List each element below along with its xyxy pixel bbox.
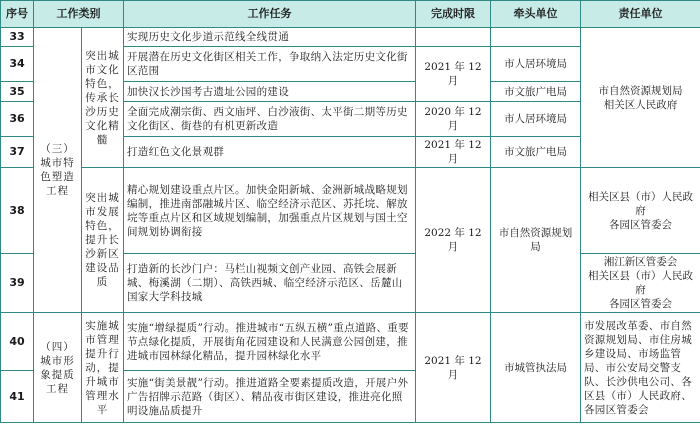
table-row — [1, 313, 700, 371]
row-number: 34 — [1, 47, 34, 82]
row-number: 38 — [1, 168, 34, 254]
row-number: 39 — [1, 254, 34, 313]
row-number: 37 — [1, 137, 34, 168]
resp-cell: 市发展改革委、市自然资源规划局、市住房城乡建设局、市场监管局、市公安局交警支队、长沙供电公司、各区县（市）人民政府、各园区管委会 — [581, 313, 700, 423]
subcategory-cell: 实施城市管理提升行动，提升城市管理水平 — [82, 313, 124, 423]
deadline-cell: 2021 年 12 月 — [416, 47, 491, 102]
header-seq: 序号 — [1, 1, 34, 28]
header-lead: 牵头单位 — [491, 1, 581, 28]
deadline-cell: 2021 年 12 月 — [416, 313, 491, 423]
deadline-cell: 2020 年 12 月 — [416, 102, 491, 137]
task-cell: 实施“街美景靓”行动。推进道路全要素提质改造，开展户外广告招牌示范路（街区）、精品夜市街区建设，推进亮化照明设施品质提升 — [124, 371, 416, 423]
header-type: 工作类别 — [34, 1, 124, 28]
resp-cell: 湘江新区管委会 相关区县（市）人民政府 各园区管委会 — [581, 254, 700, 313]
task-cell: 实现历史文化步道示范线全线贯通 — [124, 28, 416, 47]
header-task: 工作任务 — [124, 1, 416, 28]
lead-cell: 市城管执法局 — [491, 313, 581, 423]
category-cell: （三）城市特色塑造工程 — [34, 28, 82, 313]
task-cell: 精心规划建设重点片区。加快金阳新城、金洲新城战略规划编制，推进南部融城片区、临空经济示范区、苏托垸、解放垸等重点片区和区域规划编制，加强重点片区规划与国土空间规划协调衔接 — [124, 168, 416, 254]
resp-cell: 市自然资源规划局 相关区人民政府 — [581, 28, 700, 168]
lead-cell: 市人居环境局 — [491, 102, 581, 137]
task-cell: 实施“增绿提质”行动。推进城市“五纵五横”重点道路、重要节点绿化提质，开展街角花园建设和人民满意公园创建，推进城市园林绿化精品，提升园林绿化水平 — [124, 313, 416, 371]
row-number: 41 — [1, 371, 34, 423]
task-cell: 打造红色文化景观群 — [124, 137, 416, 168]
header-deadline: 完成时限 — [416, 1, 491, 28]
category-cell: （四）城市形象提质工程 — [34, 313, 82, 423]
lead-cell: 市人居环境局 — [491, 47, 581, 82]
task-cell: 打造新的长沙门户：马栏山视频文创产业园、高铁会展新城、梅溪湖（二期）、高铁西城、临空经济示范区、岳麓山国家大学科技城 — [124, 254, 416, 313]
row-number: 36 — [1, 102, 34, 137]
header-resp: 责任单位 — [581, 1, 700, 28]
task-cell: 开展潜在历史文化街区相关工作，争取纳入法定历史文化街区范围 — [124, 47, 416, 82]
row-number: 35 — [1, 82, 34, 102]
resp-cell: 相关区县（市）人民政府 各园区管委会 — [581, 168, 700, 254]
row-number: 33 — [1, 28, 34, 47]
lead-cell: 市文旅广电局 — [491, 137, 581, 168]
table-row — [1, 168, 700, 254]
row-number: 40 — [1, 313, 34, 371]
deadline-cell: 2022 年 12 月 — [416, 168, 491, 313]
lead-cell: 市自然资源规划局 — [491, 168, 581, 313]
lead-cell: 市文旅广电局 — [491, 82, 581, 102]
task-cell: 全面完成潮宗街、西文庙坪、白沙液街、太平街二期等历史文化街区、街巷的有机更新改造 — [124, 102, 416, 137]
deadline-cell: 2021 年 12 月 — [416, 137, 491, 168]
table-row — [1, 28, 700, 47]
task-cell: 加快汉长沙国考古遗址公园的建设 — [124, 82, 416, 102]
subcategory-cell: 突出城市发展特色，提升长沙新区建设品质 — [82, 168, 124, 313]
table-header-row — [1, 1, 700, 28]
subcategory-cell: 突出城市文化特色，传承长沙历史文化精髓 — [82, 28, 124, 168]
